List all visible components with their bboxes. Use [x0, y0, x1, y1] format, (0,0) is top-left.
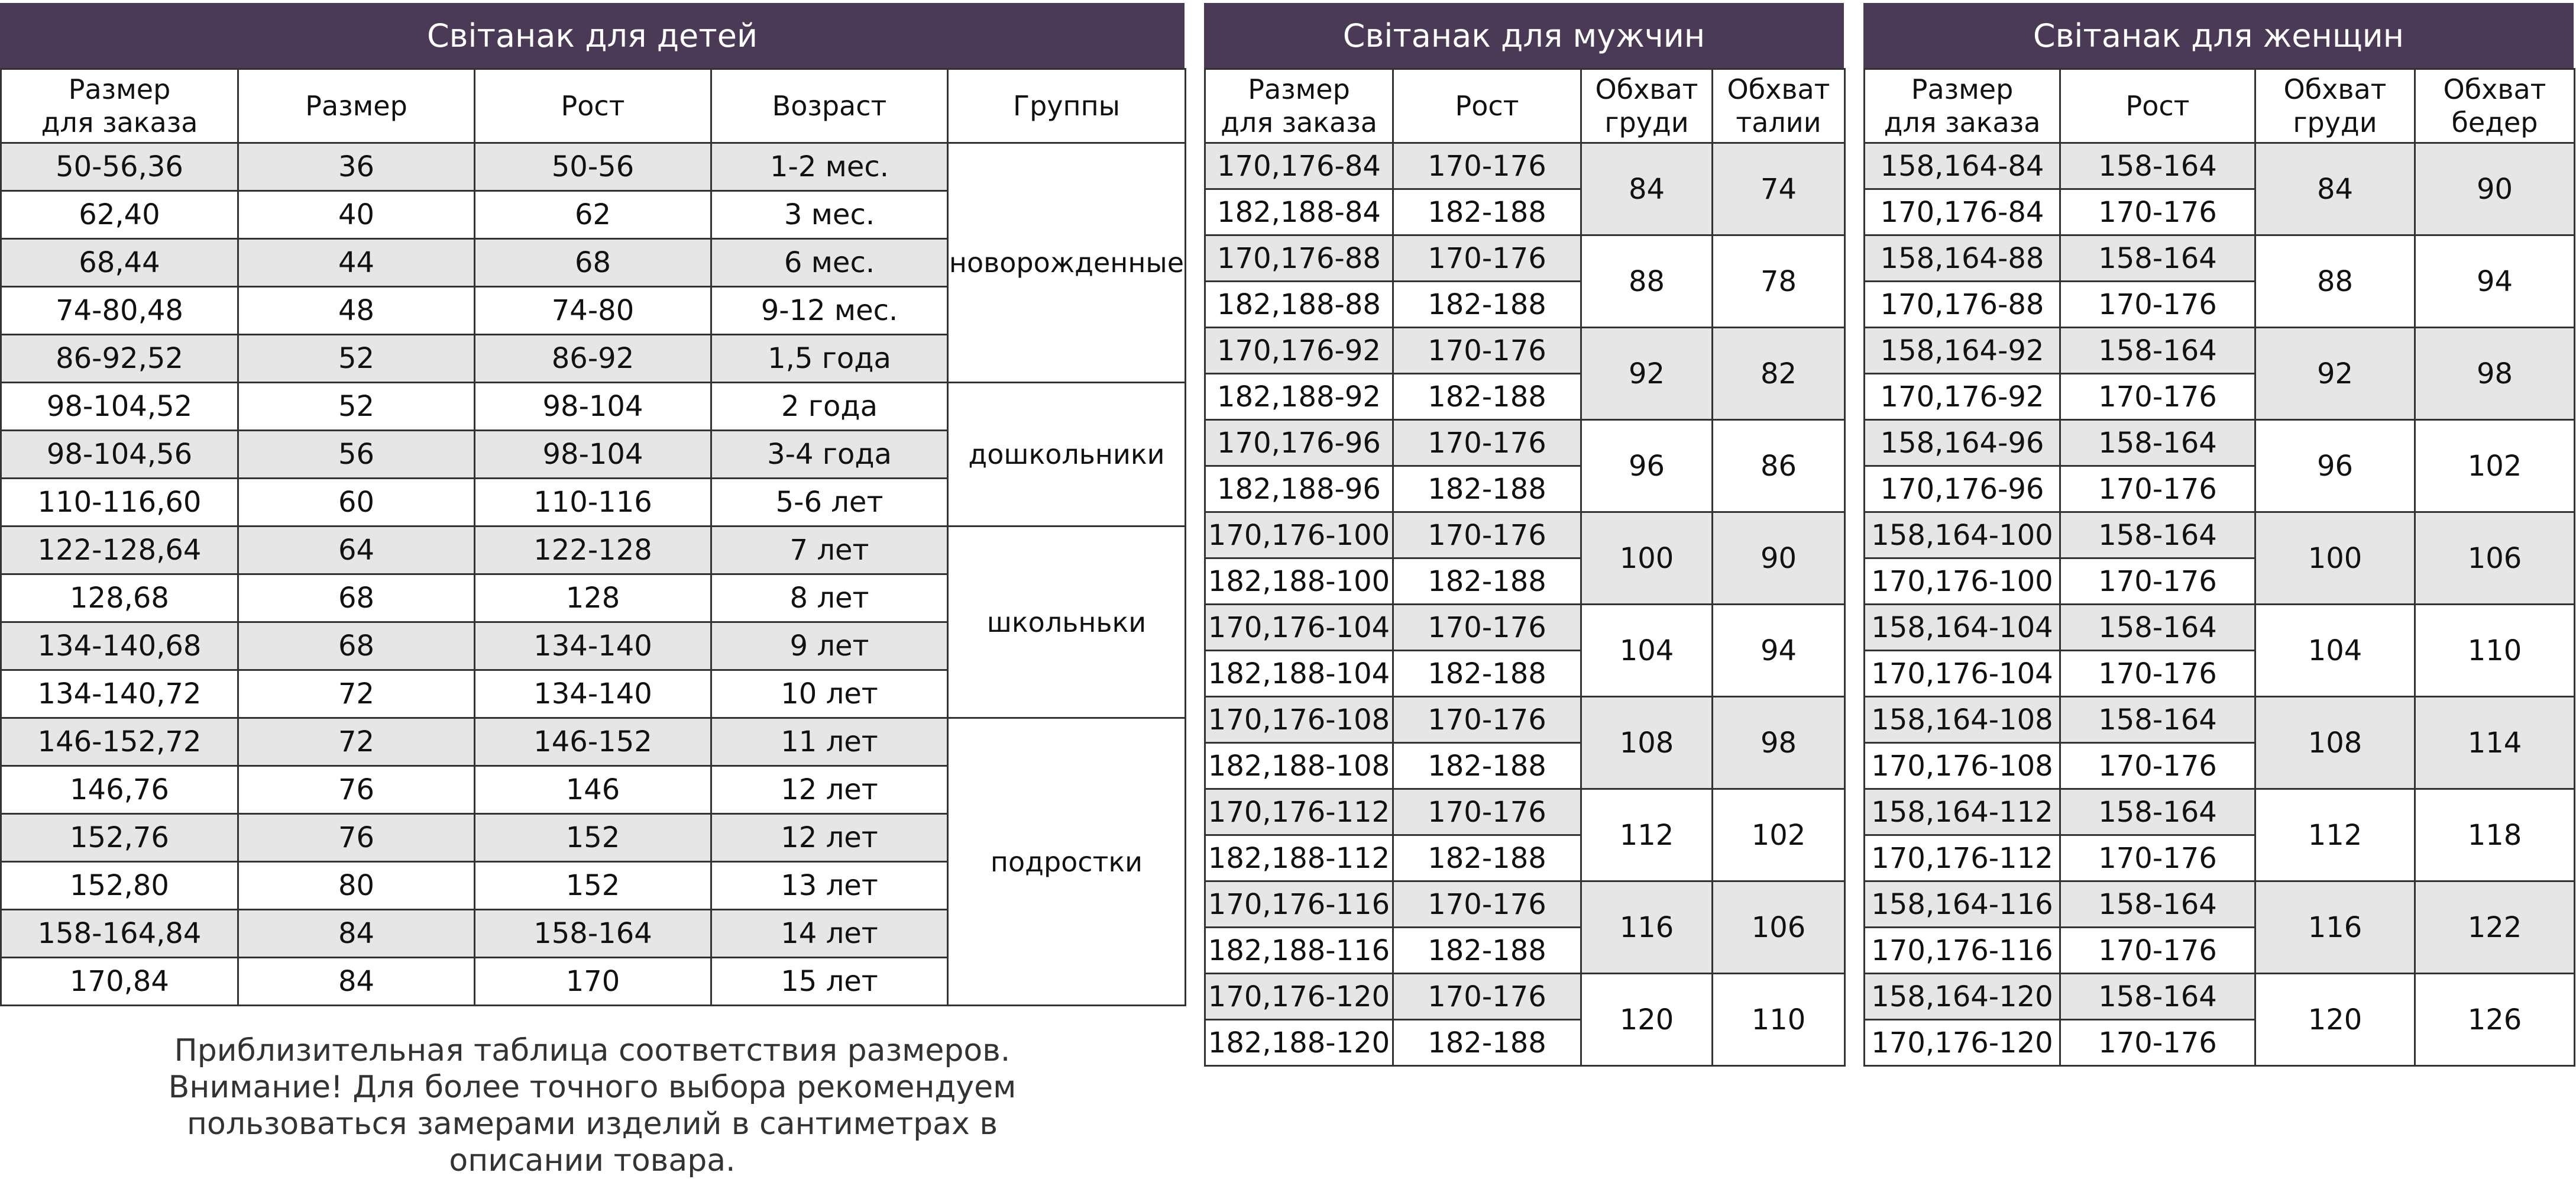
height-cell: 128 [475, 574, 711, 622]
height-cell: 134-140 [475, 670, 711, 718]
size-cell: 48 [238, 287, 475, 335]
order-size-cell: 158,164-104 [1865, 605, 2060, 651]
height-cell: 170-176 [2060, 466, 2255, 512]
chest-cell: 104 [1581, 605, 1713, 697]
height-cell: 158-164 [2060, 328, 2255, 374]
order-size-cell: 122-128,64 [1, 527, 238, 574]
size-cell: 52 [238, 335, 475, 383]
height-cell: 182-188 [1393, 928, 1581, 974]
height-cell: 182-188 [1393, 466, 1581, 512]
order-size-cell: 170,176-84 [1205, 143, 1393, 189]
kids-size-panel [0, 3, 1185, 1006]
order-size-cell: 170,176-104 [1205, 605, 1393, 651]
table-row [1205, 697, 1845, 743]
hips-cell: 106 [2415, 512, 2575, 605]
height-cell: 170-176 [2060, 282, 2255, 328]
men-size-table [1204, 68, 1846, 1067]
order-size-cell: 170,176-100 [1205, 512, 1393, 558]
order-size-cell: 182,188-112 [1205, 835, 1393, 881]
order-size-cell: 98-104,52 [1, 383, 238, 431]
chest-cell: 96 [1581, 420, 1713, 512]
kids-header-order-size: Размер для заказа [1, 69, 238, 143]
age-cell: 7 лет [711, 527, 948, 574]
table-row [1865, 420, 2575, 466]
order-size-cell: 158,164-88 [1865, 235, 2060, 282]
kids-header-row [1, 69, 1186, 143]
order-size-cell: 68,44 [1, 239, 238, 287]
age-cell: 13 лет [711, 862, 948, 910]
size-cell: 44 [238, 239, 475, 287]
order-size-cell: 98-104,56 [1, 431, 238, 479]
height-cell: 182-188 [1393, 189, 1581, 235]
height-cell: 98-104 [475, 431, 711, 479]
order-size-cell: 152,76 [1, 814, 238, 862]
hips-cell: 118 [2415, 789, 2575, 881]
kids-title: Світанак для детей [0, 3, 1185, 68]
age-cell: 12 лет [711, 814, 948, 862]
height-cell: 170-176 [1393, 789, 1581, 835]
height-cell: 158-164 [475, 910, 711, 958]
women-header-chest: Обхват груди [2255, 69, 2415, 143]
group-cell: новорожденные [948, 143, 1186, 383]
order-size-cell: 170,176-84 [1865, 189, 2060, 235]
waist-cell: 74 [1713, 143, 1845, 235]
height-cell: 170-176 [1393, 974, 1581, 1020]
hips-cell: 94 [2415, 235, 2575, 328]
size-cell: 64 [238, 527, 475, 574]
table-row [1205, 420, 1845, 466]
chest-cell: 100 [1581, 512, 1713, 605]
waist-cell: 90 [1713, 512, 1845, 605]
order-size-cell: 170,176-120 [1865, 1020, 2060, 1066]
order-size-cell: 170,176-112 [1865, 835, 2060, 881]
height-cell: 170-176 [2060, 1020, 2255, 1066]
height-cell: 182-188 [1393, 835, 1581, 881]
age-cell: 1,5 года [711, 335, 948, 383]
waist-cell: 86 [1713, 420, 1845, 512]
order-size-cell: 110-116,60 [1, 479, 238, 527]
height-cell: 122-128 [475, 527, 711, 574]
height-cell: 158-164 [2060, 143, 2255, 189]
kids-header-groups: Группы [948, 69, 1186, 143]
age-cell: 1-2 мес. [711, 143, 948, 191]
order-size-cell: 170,176-92 [1205, 328, 1393, 374]
table-row [1865, 697, 2575, 743]
table-row [1205, 328, 1845, 374]
size-cell: 68 [238, 574, 475, 622]
order-size-cell: 170,176-108 [1205, 697, 1393, 743]
chest-cell: 116 [1581, 881, 1713, 974]
hips-cell: 122 [2415, 881, 2575, 974]
size-cell: 76 [238, 814, 475, 862]
height-cell: 170-176 [1393, 420, 1581, 466]
size-cell: 60 [238, 479, 475, 527]
height-cell: 158-164 [2060, 420, 2255, 466]
height-cell: 170-176 [2060, 928, 2255, 974]
kids-header-age: Возраст [711, 69, 948, 143]
height-cell: 158-164 [2060, 974, 2255, 1020]
height-cell: 74-80 [475, 287, 711, 335]
order-size-cell: 182,188-96 [1205, 466, 1393, 512]
chest-cell: 120 [2255, 974, 2415, 1066]
hips-cell: 98 [2415, 328, 2575, 420]
age-cell: 10 лет [711, 670, 948, 718]
kids-size-table [0, 68, 1186, 1006]
height-cell: 158-164 [2060, 789, 2255, 835]
table-row [1, 143, 1186, 191]
height-cell: 152 [475, 814, 711, 862]
height-cell: 170-176 [2060, 835, 2255, 881]
order-size-cell: 146-152,72 [1, 718, 238, 766]
chest-cell: 112 [1581, 789, 1713, 881]
size-cell: 80 [238, 862, 475, 910]
order-size-cell: 182,188-116 [1205, 928, 1393, 974]
table-row [1865, 605, 2575, 651]
order-size-cell: 134-140,68 [1, 622, 238, 670]
order-size-cell: 146,76 [1, 766, 238, 814]
size-cell: 40 [238, 191, 475, 239]
table-row [1205, 512, 1845, 558]
height-cell: 170 [475, 958, 711, 1006]
order-size-cell: 158,164-96 [1865, 420, 2060, 466]
order-size-cell: 182,188-88 [1205, 282, 1393, 328]
hips-cell: 110 [2415, 605, 2575, 697]
size-cell: 68 [238, 622, 475, 670]
age-cell: 3 мес. [711, 191, 948, 239]
order-size-cell: 170,176-96 [1865, 466, 2060, 512]
chest-cell: 116 [2255, 881, 2415, 974]
order-size-cell: 182,188-100 [1205, 558, 1393, 605]
age-cell: 9-12 мес. [711, 287, 948, 335]
hips-cell: 102 [2415, 420, 2575, 512]
order-size-cell: 152,80 [1, 862, 238, 910]
height-cell: 170-176 [2060, 743, 2255, 789]
order-size-cell: 170,176-108 [1865, 743, 2060, 789]
chest-cell: 108 [1581, 697, 1713, 789]
height-cell: 158-164 [2060, 235, 2255, 282]
chest-cell: 108 [2255, 697, 2415, 789]
order-size-cell: 182,188-104 [1205, 651, 1393, 697]
hips-cell: 114 [2415, 697, 2575, 789]
table-row [1865, 143, 2575, 189]
order-size-cell: 170,176-116 [1205, 881, 1393, 928]
order-size-cell: 158,164-108 [1865, 697, 2060, 743]
height-cell: 146 [475, 766, 711, 814]
height-cell: 158-164 [2060, 881, 2255, 928]
age-cell: 8 лет [711, 574, 948, 622]
table-row [1205, 143, 1845, 189]
table-row [1205, 881, 1845, 928]
table-row [1865, 328, 2575, 374]
order-size-cell: 170,176-96 [1205, 420, 1393, 466]
order-size-cell: 74-80,48 [1, 287, 238, 335]
height-cell: 62 [475, 191, 711, 239]
group-cell: дошкольники [948, 383, 1186, 527]
size-note-line: пользоваться замерами изделий в сантиметрах в [187, 1106, 998, 1142]
height-cell: 158-164 [2060, 605, 2255, 651]
chest-cell: 112 [2255, 789, 2415, 881]
height-cell: 158-164 [2060, 697, 2255, 743]
waist-cell: 78 [1713, 235, 1845, 328]
height-cell: 146-152 [475, 718, 711, 766]
table-row [1865, 235, 2575, 282]
order-size-cell: 50-56,36 [1, 143, 238, 191]
order-size-cell: 128,68 [1, 574, 238, 622]
kids-header-height: Рост [475, 69, 711, 143]
height-cell: 170-176 [1393, 512, 1581, 558]
height-cell: 170-176 [1393, 328, 1581, 374]
waist-cell: 82 [1713, 328, 1845, 420]
height-cell: 182-188 [1393, 651, 1581, 697]
women-size-panel [1863, 3, 2574, 1067]
order-size-cell: 158,164-84 [1865, 143, 2060, 189]
size-note-line: описании товара. [449, 1143, 736, 1178]
height-cell: 170-176 [2060, 189, 2255, 235]
order-size-cell: 170,176-100 [1865, 558, 2060, 605]
table-row [1, 718, 1186, 766]
order-size-cell: 170,176-116 [1865, 928, 2060, 974]
height-cell: 158-164 [2060, 512, 2255, 558]
men-title: Світанак для мужчин [1204, 3, 1844, 68]
size-cell: 52 [238, 383, 475, 431]
size-note-line: Приблизительная таблица соответствия размеров. [174, 1033, 1011, 1068]
table-row [1205, 235, 1845, 282]
table-row [1865, 881, 2575, 928]
height-cell: 170-176 [1393, 881, 1581, 928]
size-cell: 84 [238, 910, 475, 958]
men-header-row [1205, 69, 1845, 143]
height-cell: 98-104 [475, 383, 711, 431]
order-size-cell: 158,164-112 [1865, 789, 2060, 835]
size-cell: 36 [238, 143, 475, 191]
order-size-cell: 158-164,84 [1, 910, 238, 958]
order-size-cell: 182,188-120 [1205, 1020, 1393, 1066]
group-cell: школьньки [948, 527, 1186, 718]
waist-cell: 94 [1713, 605, 1845, 697]
hips-cell: 126 [2415, 974, 2575, 1066]
size-note-line: Внимание! Для более точного выбора рекомендуем [168, 1070, 1017, 1105]
height-cell: 152 [475, 862, 711, 910]
group-cell: подростки [948, 718, 1186, 1006]
order-size-cell: 170,176-120 [1205, 974, 1393, 1020]
men-header-order-size: Размер для заказа [1205, 69, 1393, 143]
women-size-table [1863, 68, 2575, 1067]
women-header-hips: Обхват бедер [2415, 69, 2575, 143]
height-cell: 182-188 [1393, 558, 1581, 605]
table-row [1865, 789, 2575, 835]
height-cell: 170-176 [1393, 605, 1581, 651]
women-header-row [1865, 69, 2575, 143]
order-size-cell: 170,176-88 [1205, 235, 1393, 282]
chest-cell: 100 [2255, 512, 2415, 605]
table-row [1205, 789, 1845, 835]
table-row [1205, 605, 1845, 651]
order-size-cell: 158,164-92 [1865, 328, 2060, 374]
men-header-waist: Обхват талии [1713, 69, 1845, 143]
chest-cell: 88 [2255, 235, 2415, 328]
chest-cell: 96 [2255, 420, 2415, 512]
age-cell: 3-4 года [711, 431, 948, 479]
size-cell: 84 [238, 958, 475, 1006]
waist-cell: 110 [1713, 974, 1845, 1066]
height-cell: 86-92 [475, 335, 711, 383]
table-row [1865, 512, 2575, 558]
age-cell: 5-6 лет [711, 479, 948, 527]
order-size-cell: 134-140,72 [1, 670, 238, 718]
order-size-cell: 182,188-108 [1205, 743, 1393, 789]
order-size-cell: 158,164-100 [1865, 512, 2060, 558]
women-title: Світанак для женщин [1863, 3, 2574, 68]
age-cell: 14 лет [711, 910, 948, 958]
height-cell: 170-176 [2060, 558, 2255, 605]
table-row [1, 527, 1186, 574]
size-cell: 76 [238, 766, 475, 814]
order-size-cell: 158,164-116 [1865, 881, 2060, 928]
order-size-cell: 170,84 [1, 958, 238, 1006]
order-size-cell: 170,176-92 [1865, 374, 2060, 420]
women-header-order-size: Размер для заказа [1865, 69, 2060, 143]
order-size-cell: 158,164-120 [1865, 974, 2060, 1020]
men-header-height: Рост [1393, 69, 1581, 143]
table-row [1, 383, 1186, 431]
chest-cell: 84 [1581, 143, 1713, 235]
height-cell: 182-188 [1393, 374, 1581, 420]
height-cell: 170-176 [1393, 235, 1581, 282]
age-cell: 6 мес. [711, 239, 948, 287]
height-cell: 170-176 [2060, 374, 2255, 420]
size-cell: 72 [238, 718, 475, 766]
kids-header-size: Размер [238, 69, 475, 143]
chest-cell: 84 [2255, 143, 2415, 235]
age-cell: 11 лет [711, 718, 948, 766]
chest-cell: 104 [2255, 605, 2415, 697]
height-cell: 182-188 [1393, 743, 1581, 789]
chest-cell: 120 [1581, 974, 1713, 1066]
order-size-cell: 86-92,52 [1, 335, 238, 383]
height-cell: 110-116 [475, 479, 711, 527]
age-cell: 9 лет [711, 622, 948, 670]
table-row [1865, 974, 2575, 1020]
order-size-cell: 170,176-88 [1865, 282, 2060, 328]
order-size-cell: 182,188-84 [1205, 189, 1393, 235]
height-cell: 170-176 [1393, 143, 1581, 189]
order-size-cell: 170,176-104 [1865, 651, 2060, 697]
age-cell: 15 лет [711, 958, 948, 1006]
order-size-cell: 62,40 [1, 191, 238, 239]
size-cell: 72 [238, 670, 475, 718]
age-cell: 2 года [711, 383, 948, 431]
height-cell: 182-188 [1393, 282, 1581, 328]
height-cell: 170-176 [2060, 651, 2255, 697]
age-cell: 12 лет [711, 766, 948, 814]
height-cell: 134-140 [475, 622, 711, 670]
size-note [0, 1032, 1185, 1179]
height-cell: 50-56 [475, 143, 711, 191]
order-size-cell: 170,176-112 [1205, 789, 1393, 835]
height-cell: 68 [475, 239, 711, 287]
women-header-height: Рост [2060, 69, 2255, 143]
men-size-panel [1204, 3, 1844, 1067]
waist-cell: 106 [1713, 881, 1845, 974]
size-cell: 56 [238, 431, 475, 479]
height-cell: 170-176 [1393, 697, 1581, 743]
waist-cell: 102 [1713, 789, 1845, 881]
chest-cell: 92 [1581, 328, 1713, 420]
hips-cell: 90 [2415, 143, 2575, 235]
waist-cell: 98 [1713, 697, 1845, 789]
men-header-chest: Обхват груди [1581, 69, 1713, 143]
table-row [1205, 974, 1845, 1020]
chest-cell: 92 [2255, 328, 2415, 420]
chest-cell: 88 [1581, 235, 1713, 328]
height-cell: 182-188 [1393, 1020, 1581, 1066]
order-size-cell: 182,188-92 [1205, 374, 1393, 420]
